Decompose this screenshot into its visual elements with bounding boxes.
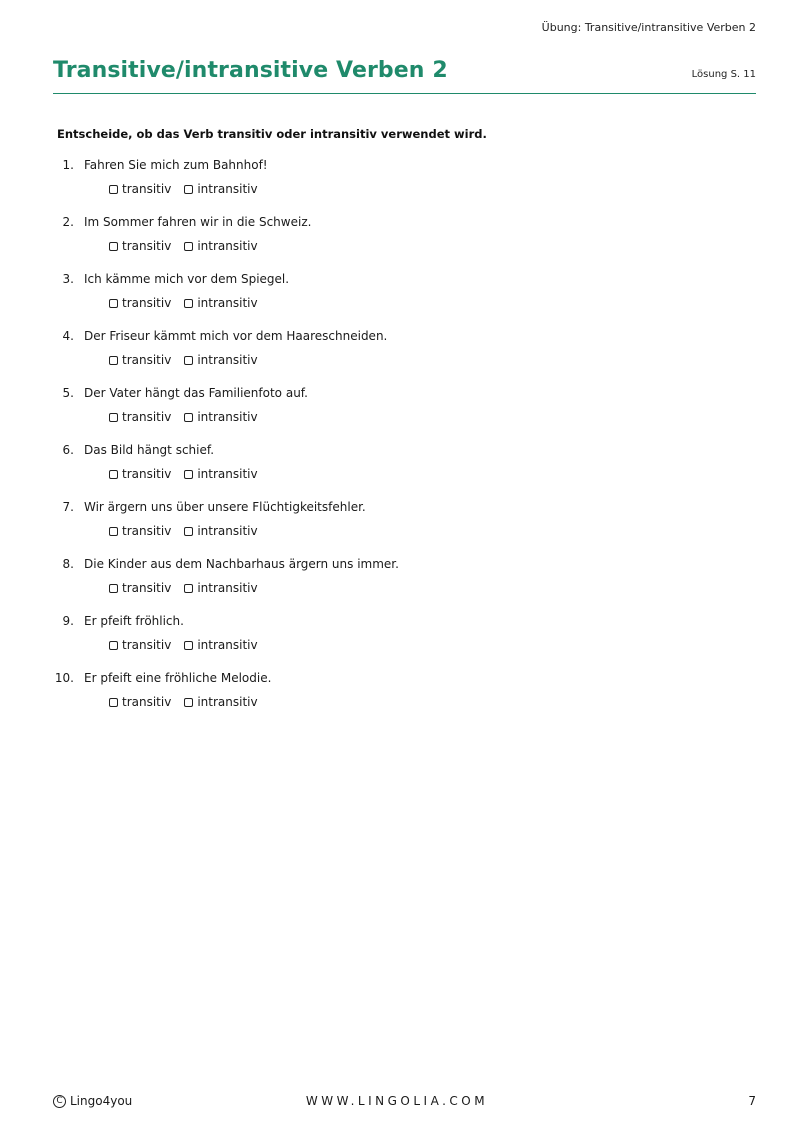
item-sentence: Im Sommer fahren wir in die Schweiz. bbox=[84, 215, 312, 229]
answer-options bbox=[109, 524, 271, 538]
option-label: intransitiv bbox=[197, 581, 258, 595]
checkbox-intransitiv[interactable] bbox=[184, 641, 193, 650]
checkbox-intransitiv[interactable] bbox=[184, 470, 193, 479]
option-label: transitiv bbox=[122, 296, 172, 310]
option-transitiv[interactable] bbox=[109, 524, 171, 538]
option-label: transitiv bbox=[122, 524, 172, 538]
item-sentence: Er pfeift fröhlich. bbox=[84, 614, 184, 628]
option-transitiv[interactable] bbox=[109, 239, 171, 253]
option-transitiv[interactable] bbox=[109, 353, 171, 367]
checkbox-intransitiv[interactable] bbox=[184, 698, 193, 707]
checkbox-transitiv[interactable] bbox=[109, 356, 118, 365]
option-label: intransitiv bbox=[197, 638, 258, 652]
option-label: intransitiv bbox=[197, 467, 258, 481]
answer-options bbox=[109, 695, 271, 709]
item-sentence: Wir ärgern uns über unsere Flüchtigkeitsfehler. bbox=[84, 500, 366, 514]
checkbox-intransitiv[interactable] bbox=[184, 299, 193, 308]
option-intransitiv[interactable] bbox=[184, 581, 257, 595]
solution-reference: Lösung S. 11 bbox=[691, 69, 756, 80]
checkbox-transitiv[interactable] bbox=[109, 413, 118, 422]
item-number: 6. bbox=[62, 443, 74, 457]
answer-options bbox=[109, 353, 271, 367]
option-intransitiv[interactable] bbox=[184, 410, 257, 424]
answer-options bbox=[109, 239, 271, 253]
checkbox-transitiv[interactable] bbox=[109, 641, 118, 650]
exercise-item bbox=[40, 215, 740, 272]
item-number: 8. bbox=[62, 557, 74, 571]
option-label: intransitiv bbox=[197, 410, 258, 424]
option-label: transitiv bbox=[122, 182, 172, 196]
option-label: transitiv bbox=[122, 239, 172, 253]
option-transitiv[interactable] bbox=[109, 296, 171, 310]
option-label: intransitiv bbox=[197, 296, 258, 310]
checkbox-transitiv[interactable] bbox=[109, 698, 118, 707]
answer-options bbox=[109, 182, 271, 196]
footer-website[interactable]: WWW.LINGOLIA.COM bbox=[305, 1094, 489, 1108]
option-label: transitiv bbox=[122, 410, 172, 424]
option-transitiv[interactable] bbox=[109, 467, 171, 481]
option-transitiv[interactable] bbox=[109, 581, 171, 595]
item-sentence: Der Vater hängt das Familienfoto auf. bbox=[84, 386, 308, 400]
exercise-item bbox=[40, 614, 740, 671]
option-intransitiv[interactable] bbox=[184, 239, 257, 253]
item-number: 4. bbox=[62, 329, 74, 343]
item-number: 2. bbox=[62, 215, 74, 229]
item-sentence: Fahren Sie mich zum Bahnhof! bbox=[84, 158, 268, 172]
checkbox-intransitiv[interactable] bbox=[184, 584, 193, 593]
exercise-item bbox=[40, 272, 740, 329]
option-transitiv[interactable] bbox=[109, 638, 171, 652]
option-intransitiv[interactable] bbox=[184, 182, 257, 196]
option-label: transitiv bbox=[122, 353, 172, 367]
option-intransitiv[interactable] bbox=[184, 467, 257, 481]
option-intransitiv[interactable] bbox=[184, 353, 257, 367]
option-label: intransitiv bbox=[197, 182, 258, 196]
checkbox-transitiv[interactable] bbox=[109, 299, 118, 308]
option-label: transitiv bbox=[122, 638, 172, 652]
item-number: 1. bbox=[62, 158, 74, 172]
checkbox-transitiv[interactable] bbox=[109, 470, 118, 479]
answer-options bbox=[109, 581, 271, 595]
option-transitiv[interactable] bbox=[109, 410, 171, 424]
exercise-item bbox=[40, 557, 740, 614]
option-transitiv[interactable] bbox=[109, 695, 171, 709]
checkbox-transitiv[interactable] bbox=[109, 584, 118, 593]
option-transitiv[interactable] bbox=[109, 182, 171, 196]
item-number: 3. bbox=[62, 272, 74, 286]
instruction-text: Entscheide, ob das Verb transitiv oder intransitiv verwendet wird. bbox=[57, 127, 487, 141]
option-label: intransitiv bbox=[197, 239, 258, 253]
checkbox-intransitiv[interactable] bbox=[184, 242, 193, 251]
exercise-item bbox=[40, 671, 740, 728]
exercise-item bbox=[40, 329, 740, 386]
checkbox-transitiv[interactable] bbox=[109, 527, 118, 536]
item-number: 9. bbox=[62, 614, 74, 628]
item-sentence: Die Kinder aus dem Nachbarhaus ärgern uns immer. bbox=[84, 557, 399, 571]
option-label: intransitiv bbox=[197, 353, 258, 367]
option-intransitiv[interactable] bbox=[184, 695, 257, 709]
option-intransitiv[interactable] bbox=[184, 638, 257, 652]
page-title: Transitive/intransitive Verben 2 bbox=[53, 58, 448, 83]
checkbox-intransitiv[interactable] bbox=[184, 413, 193, 422]
checkbox-transitiv[interactable] bbox=[109, 185, 118, 194]
item-sentence: Er pfeift eine fröhliche Melodie. bbox=[84, 671, 272, 685]
footer-brand: Lingo4you bbox=[70, 1094, 133, 1108]
item-sentence: Der Friseur kämmt mich vor dem Haareschneiden. bbox=[84, 329, 388, 343]
option-label: transitiv bbox=[122, 467, 172, 481]
checkbox-intransitiv[interactable] bbox=[184, 356, 193, 365]
page-number: 7 bbox=[748, 1094, 756, 1108]
item-number: 5. bbox=[62, 386, 74, 400]
option-intransitiv[interactable] bbox=[184, 296, 257, 310]
exercise-list bbox=[40, 158, 740, 728]
answer-options bbox=[109, 296, 271, 310]
answer-options bbox=[109, 638, 271, 652]
option-label: intransitiv bbox=[197, 524, 258, 538]
exercise-item bbox=[40, 500, 740, 557]
answer-options bbox=[109, 467, 271, 481]
item-sentence: Ich kämme mich vor dem Spiegel. bbox=[84, 272, 290, 286]
copyright-icon: C bbox=[53, 1095, 66, 1108]
option-label: intransitiv bbox=[197, 695, 258, 709]
exercise-header-label: Übung: Transitive/intransitive Verben 2 bbox=[541, 21, 756, 34]
item-sentence: Das Bild hängt schief. bbox=[84, 443, 215, 457]
title-divider bbox=[53, 93, 756, 94]
option-intransitiv[interactable] bbox=[184, 524, 257, 538]
exercise-item bbox=[40, 443, 740, 500]
answer-options bbox=[109, 410, 271, 424]
checkbox-intransitiv[interactable] bbox=[184, 185, 193, 194]
exercise-item bbox=[40, 158, 740, 215]
item-number: 10. bbox=[54, 671, 74, 685]
option-label: transitiv bbox=[122, 581, 172, 595]
item-number: 7. bbox=[62, 500, 74, 514]
checkbox-intransitiv[interactable] bbox=[184, 527, 193, 536]
option-label: transitiv bbox=[122, 695, 172, 709]
exercise-item bbox=[40, 386, 740, 443]
checkbox-transitiv[interactable] bbox=[109, 242, 118, 251]
